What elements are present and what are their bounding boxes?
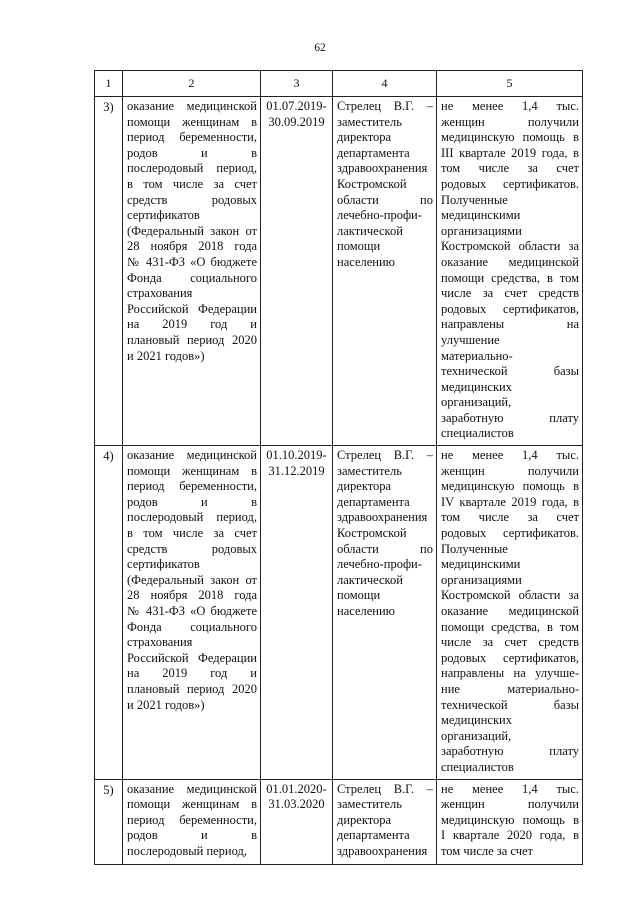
cell-text-line: медицинскую помощь в (441, 812, 579, 827)
cell-text-line: 28 ноября 2018 года (127, 588, 257, 603)
period-text (261, 780, 332, 816)
cell-text-line: Российской Федерации (127, 650, 257, 665)
header-cell-3: 3 (261, 71, 333, 97)
cell-text-line: 01.10.2019- (266, 448, 327, 463)
cell-text-line: помощи средства, в том (441, 619, 579, 634)
cell-text-line: Стрелец В.Г. – (337, 781, 433, 796)
cell-text-line: не менее 1,4 тыс. (441, 99, 579, 113)
cell-text-line: Стрелец В.Г. – (337, 99, 433, 113)
cell-text-line: оказание медицинской (441, 254, 579, 269)
cell-text-line: в том числе за счет (127, 526, 257, 541)
period-text (261, 446, 332, 482)
cell-text-line: Фонда социального (127, 619, 257, 634)
cell-text-line: здравоохранения (337, 510, 428, 525)
cell-text-line: организациями (441, 223, 522, 238)
cell-text-line: директора (337, 479, 392, 494)
row-number: 3) (103, 100, 114, 114)
cell-text-line: родов и в (127, 494, 257, 509)
responsible-text (333, 780, 436, 863)
cell-text-line: населению (337, 254, 395, 269)
cell-text-line: улучшение (441, 332, 500, 347)
cell-text-line: послеродовый период, (127, 510, 257, 525)
cell-text-line: 31.03.2020 (268, 797, 325, 812)
cell-text-line: 31.12.2019 (268, 463, 325, 478)
cell-text-line: организаций, (441, 395, 512, 410)
cell-text-line: Российской Федерации (127, 301, 257, 316)
cell-text-line: том числе за счет (441, 161, 579, 176)
cell-text-line: послеродовый период, (127, 161, 257, 176)
period-text (261, 97, 332, 133)
cell-text-line: материально- (441, 348, 513, 363)
header-cell-5: 5 (437, 71, 583, 97)
cell-text-line: департамента (337, 828, 410, 843)
row-number-cell (95, 446, 123, 779)
cell-text-line: Костромской (337, 176, 407, 191)
row-number-cell (95, 779, 123, 864)
cell-text-line: 30.09.2019 (268, 114, 325, 129)
cell-text-line: и 2021 годов») (127, 697, 205, 712)
cell-text-line: родовых сертификатов. (441, 176, 579, 191)
measure-cell (123, 97, 261, 446)
measures-table (94, 70, 583, 865)
cell-text-line: ние материально- (441, 681, 579, 696)
cell-text-line: (Федеральный закон от (127, 572, 257, 587)
cell-text-line: здравоохранения (337, 161, 428, 176)
cell-text-line: заработную плату (441, 744, 579, 759)
row-number-cell (95, 97, 123, 446)
result-cell (437, 779, 583, 864)
cell-text-line: лечебно-профи- (337, 557, 422, 572)
cell-text-line: 01.07.2019- (266, 99, 327, 113)
cell-text-line: страхования (127, 635, 193, 650)
cell-text-line: заработную плату (441, 410, 579, 425)
measure-cell (123, 779, 261, 864)
cell-text-line: родовых сертификатов. (441, 526, 579, 541)
cell-text-line: родовых сертификатов, (441, 650, 579, 665)
cell-text-line: области по (337, 541, 433, 556)
cell-text-line: медицинскими (441, 208, 521, 223)
cell-text-line: технической базы (441, 697, 579, 712)
cell-text-line: департамента (337, 494, 410, 509)
cell-text-line: в том числе за счет (127, 176, 257, 191)
cell-text-line: медицинских (441, 379, 512, 394)
cell-text-line: населению (337, 604, 395, 618)
cell-text-line: организациями (441, 572, 522, 587)
result-cell (437, 97, 583, 446)
cell-text-line: на 2019 год и (127, 317, 257, 332)
cell-text-line: сертификатов (127, 557, 200, 572)
period-cell (261, 779, 333, 864)
cell-text-line: 28 ноября 2018 года (127, 239, 257, 254)
cell-text-line: Костромской (337, 526, 407, 541)
cell-text-line: числе за счет средств (441, 635, 579, 650)
cell-text-line: технической базы (441, 364, 579, 379)
result-cell (437, 446, 583, 779)
cell-text-line: послеродовый период, (127, 843, 248, 858)
cell-text-line: Полученные (441, 192, 508, 207)
table-row (95, 97, 583, 446)
cell-text-line: том числе за счет (441, 510, 579, 525)
cell-text-line: числе за счет средств (441, 286, 579, 301)
cell-text-line: направлены на (441, 317, 579, 332)
cell-text-line: помощи женщинам в (127, 114, 257, 129)
cell-text-line: лечебно-профи- (337, 208, 422, 223)
result-text (437, 446, 582, 778)
cell-text-line: период беременности, (127, 130, 257, 145)
cell-text-line: Полученные (441, 541, 508, 556)
cell-text-line: страхования (127, 286, 193, 301)
cell-text-line: оказание медицинской (127, 448, 257, 463)
cell-text-line: Костромской области за (441, 588, 579, 603)
result-text (437, 97, 582, 445)
cell-text-line: родов и в (127, 828, 257, 843)
cell-text-line: № 431-ФЗ «О бюджете (127, 254, 257, 269)
cell-text-line: оказание медицинской (441, 604, 579, 618)
cell-text-line: № 431-ФЗ «О бюджете (127, 604, 257, 618)
cell-text-line: специалистов (441, 759, 514, 774)
cell-text-line: женщин получили (441, 797, 579, 812)
cell-text-line: плановый период 2020 (127, 332, 257, 347)
cell-text-line: Фонда социального (127, 270, 257, 285)
header-cell-2: 2 (123, 71, 261, 97)
cell-text-line: не менее 1,4 тыс. (441, 781, 579, 796)
responsible-text (333, 97, 436, 274)
cell-text-line: I квартале 2020 года, в (441, 828, 579, 843)
responsible-cell (333, 97, 437, 446)
period-cell (261, 97, 333, 446)
result-text (437, 780, 582, 863)
cell-text-line: директора (337, 812, 392, 827)
cell-text-line: директора (337, 130, 392, 145)
cell-text-line: заместитель (337, 797, 402, 812)
cell-text-line: и 2021 годов») (127, 348, 205, 363)
cell-text-line: области по (337, 192, 433, 207)
measure-text (123, 780, 260, 863)
page-number: 62 (314, 42, 326, 54)
cell-text-line: том числе за счет (441, 843, 533, 858)
cell-text-line: (Федеральный закон от (127, 223, 257, 238)
cell-text-line: медицинских (441, 713, 512, 728)
cell-text-line: помощи (337, 239, 381, 254)
cell-text-line: помощи женщинам в (127, 463, 257, 478)
period-cell (261, 446, 333, 779)
cell-text-line: заместитель (337, 463, 402, 478)
table-row (95, 446, 583, 779)
responsible-cell (333, 779, 437, 864)
cell-text-line: не менее 1,4 тыс. (441, 448, 579, 463)
cell-text-line: Стрелец В.Г. – (337, 448, 433, 463)
measure-text (123, 97, 260, 367)
cell-text-line: специалистов (441, 426, 514, 441)
row-number: 4) (103, 449, 114, 464)
header-cell-4: 4 (333, 71, 437, 97)
cell-text-line: родовых сертификатов, (441, 301, 579, 316)
cell-text-line: на 2019 год и (127, 666, 257, 681)
cell-text-line: лактической (337, 223, 403, 238)
cell-text-line: департамента (337, 145, 410, 160)
measure-text (123, 446, 260, 716)
cell-text-line: оказание медицинской (127, 781, 257, 796)
cell-text-line: средств родовых (127, 541, 257, 556)
measure-cell (123, 446, 261, 779)
header-cell-1: 1 (95, 71, 123, 97)
cell-text-line: средств родовых (127, 192, 257, 207)
responsible-text (333, 446, 436, 623)
cell-text-line: помощи женщинам в (127, 797, 257, 812)
table-header-row (95, 71, 583, 97)
cell-text-line: оказание медицинской (127, 99, 257, 113)
row-number: 5) (103, 782, 114, 797)
responsible-cell (333, 446, 437, 779)
cell-text-line: медицинскую помощь в (441, 479, 579, 494)
cell-text-line: медицинскую помощь в (441, 130, 579, 145)
cell-text-line: женщин получили (441, 114, 579, 129)
cell-text-line: III квартале 2019 года, в (441, 145, 579, 160)
cell-text-line: Костромской области за (441, 239, 579, 254)
cell-text-line: период беременности, (127, 812, 257, 827)
cell-text-line: помощи средства, в том (441, 270, 579, 285)
cell-text-line: родов и в (127, 145, 257, 160)
cell-text-line: заместитель (337, 114, 402, 129)
cell-text-line: организаций, (441, 728, 512, 743)
cell-text-line: 01.01.2020- (266, 781, 327, 796)
cell-text-line: плановый период 2020 (127, 681, 257, 696)
cell-text-line: лактической (337, 572, 403, 587)
cell-text-line: сертификатов (127, 208, 200, 223)
cell-text-line: медицинскими (441, 557, 521, 572)
cell-text-line: IV квартале 2019 года, в (441, 494, 579, 509)
cell-text-line: помощи (337, 588, 381, 603)
table-row (95, 779, 583, 864)
cell-text-line: здравоохранения (337, 843, 428, 858)
cell-text-line: направлены на улучше- (441, 666, 579, 681)
cell-text-line: период беременности, (127, 479, 257, 494)
cell-text-line: женщин получили (441, 463, 579, 478)
